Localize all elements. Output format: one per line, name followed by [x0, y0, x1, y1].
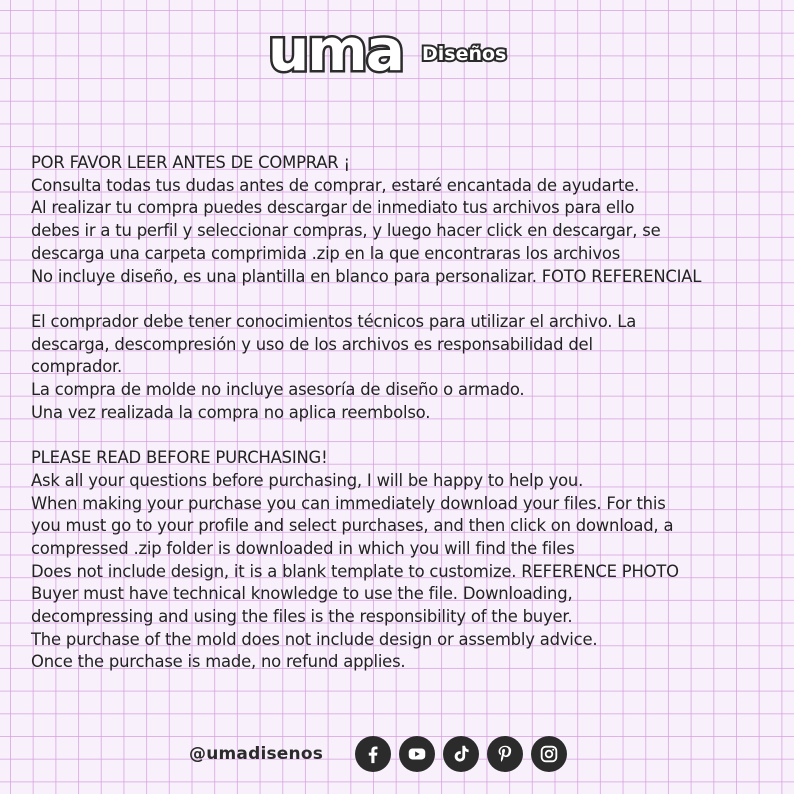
en-line: decompressing and using the files is the responsibility of the buyer. — [31, 607, 573, 627]
youtube-icon[interactable] — [399, 736, 435, 772]
spacer — [31, 288, 771, 311]
en-line: Ask all your questions before purchasing, I will be happy to help you. — [31, 470, 584, 490]
en-line: Once the purchase is made, no refund applies. — [31, 652, 406, 672]
es-line: debes ir a tu perfil y seleccionar compras, y luego hacer click en descargar, se — [31, 221, 661, 241]
en-line: Buyer must have technical knowledge to use the file. Downloading, — [31, 584, 573, 604]
es-line: Al realizar tu compra puedes descargar de inmediato tus archivos para ello — [31, 198, 635, 218]
notice-text — [31, 152, 771, 674]
es-line: No incluye diseño, es una plantilla en blanco para personalizar. FOTO REFERENCIAL — [31, 266, 702, 286]
social-icons — [355, 736, 567, 772]
es-line: Una vez realizada la compra no aplica reembolso. — [31, 402, 431, 422]
en-line: The purchase of the mold does not include design or assembly advice. — [31, 629, 598, 649]
logo-graphic — [262, 18, 512, 82]
facebook-icon[interactable] — [355, 736, 391, 772]
logo-main-text: uma — [268, 18, 403, 82]
social-handle: @umadisenos — [189, 744, 324, 764]
pinterest-icon[interactable] — [487, 736, 523, 772]
es-line: descarga una carpeta comprimida .zip en la que encontraras los archivos — [31, 243, 621, 263]
instagram-icon[interactable] — [531, 736, 567, 772]
es-line: El comprador debe tener conocimientos técnicos para utilizar el archivo. La — [31, 311, 637, 331]
es-line: Consulta todas tus dudas antes de comprar, estaré encantada de ayudarte. — [31, 175, 640, 195]
en-line: When making your purchase you can immediately download your files. For this — [31, 493, 666, 513]
es-line: descarga, descompresión y uso de los archivos es responsabilidad del — [31, 334, 593, 354]
en-line: PLEASE READ BEFORE PURCHASING! — [31, 448, 328, 468]
es-line: La compra de molde no incluye asesoría de diseño o armado. — [31, 380, 525, 400]
footer — [189, 736, 567, 772]
tiktok-icon[interactable] — [443, 736, 479, 772]
en-line: compressed .zip folder is downloaded in which you will find the files — [31, 538, 575, 558]
es-line: POR FAVOR LEER ANTES DE COMPRAR ¡ — [31, 153, 350, 172]
en-line: Does not include design, it is a blank template to customize. REFERENCE PHOTO — [31, 561, 679, 581]
spacer — [31, 424, 771, 447]
en-line: you must go to your profile and select purchases, and then click on download, a — [31, 516, 674, 536]
logo-sub-text: Diseños — [422, 43, 507, 65]
brand-logo — [262, 18, 512, 82]
es-line: comprador. — [31, 357, 123, 377]
